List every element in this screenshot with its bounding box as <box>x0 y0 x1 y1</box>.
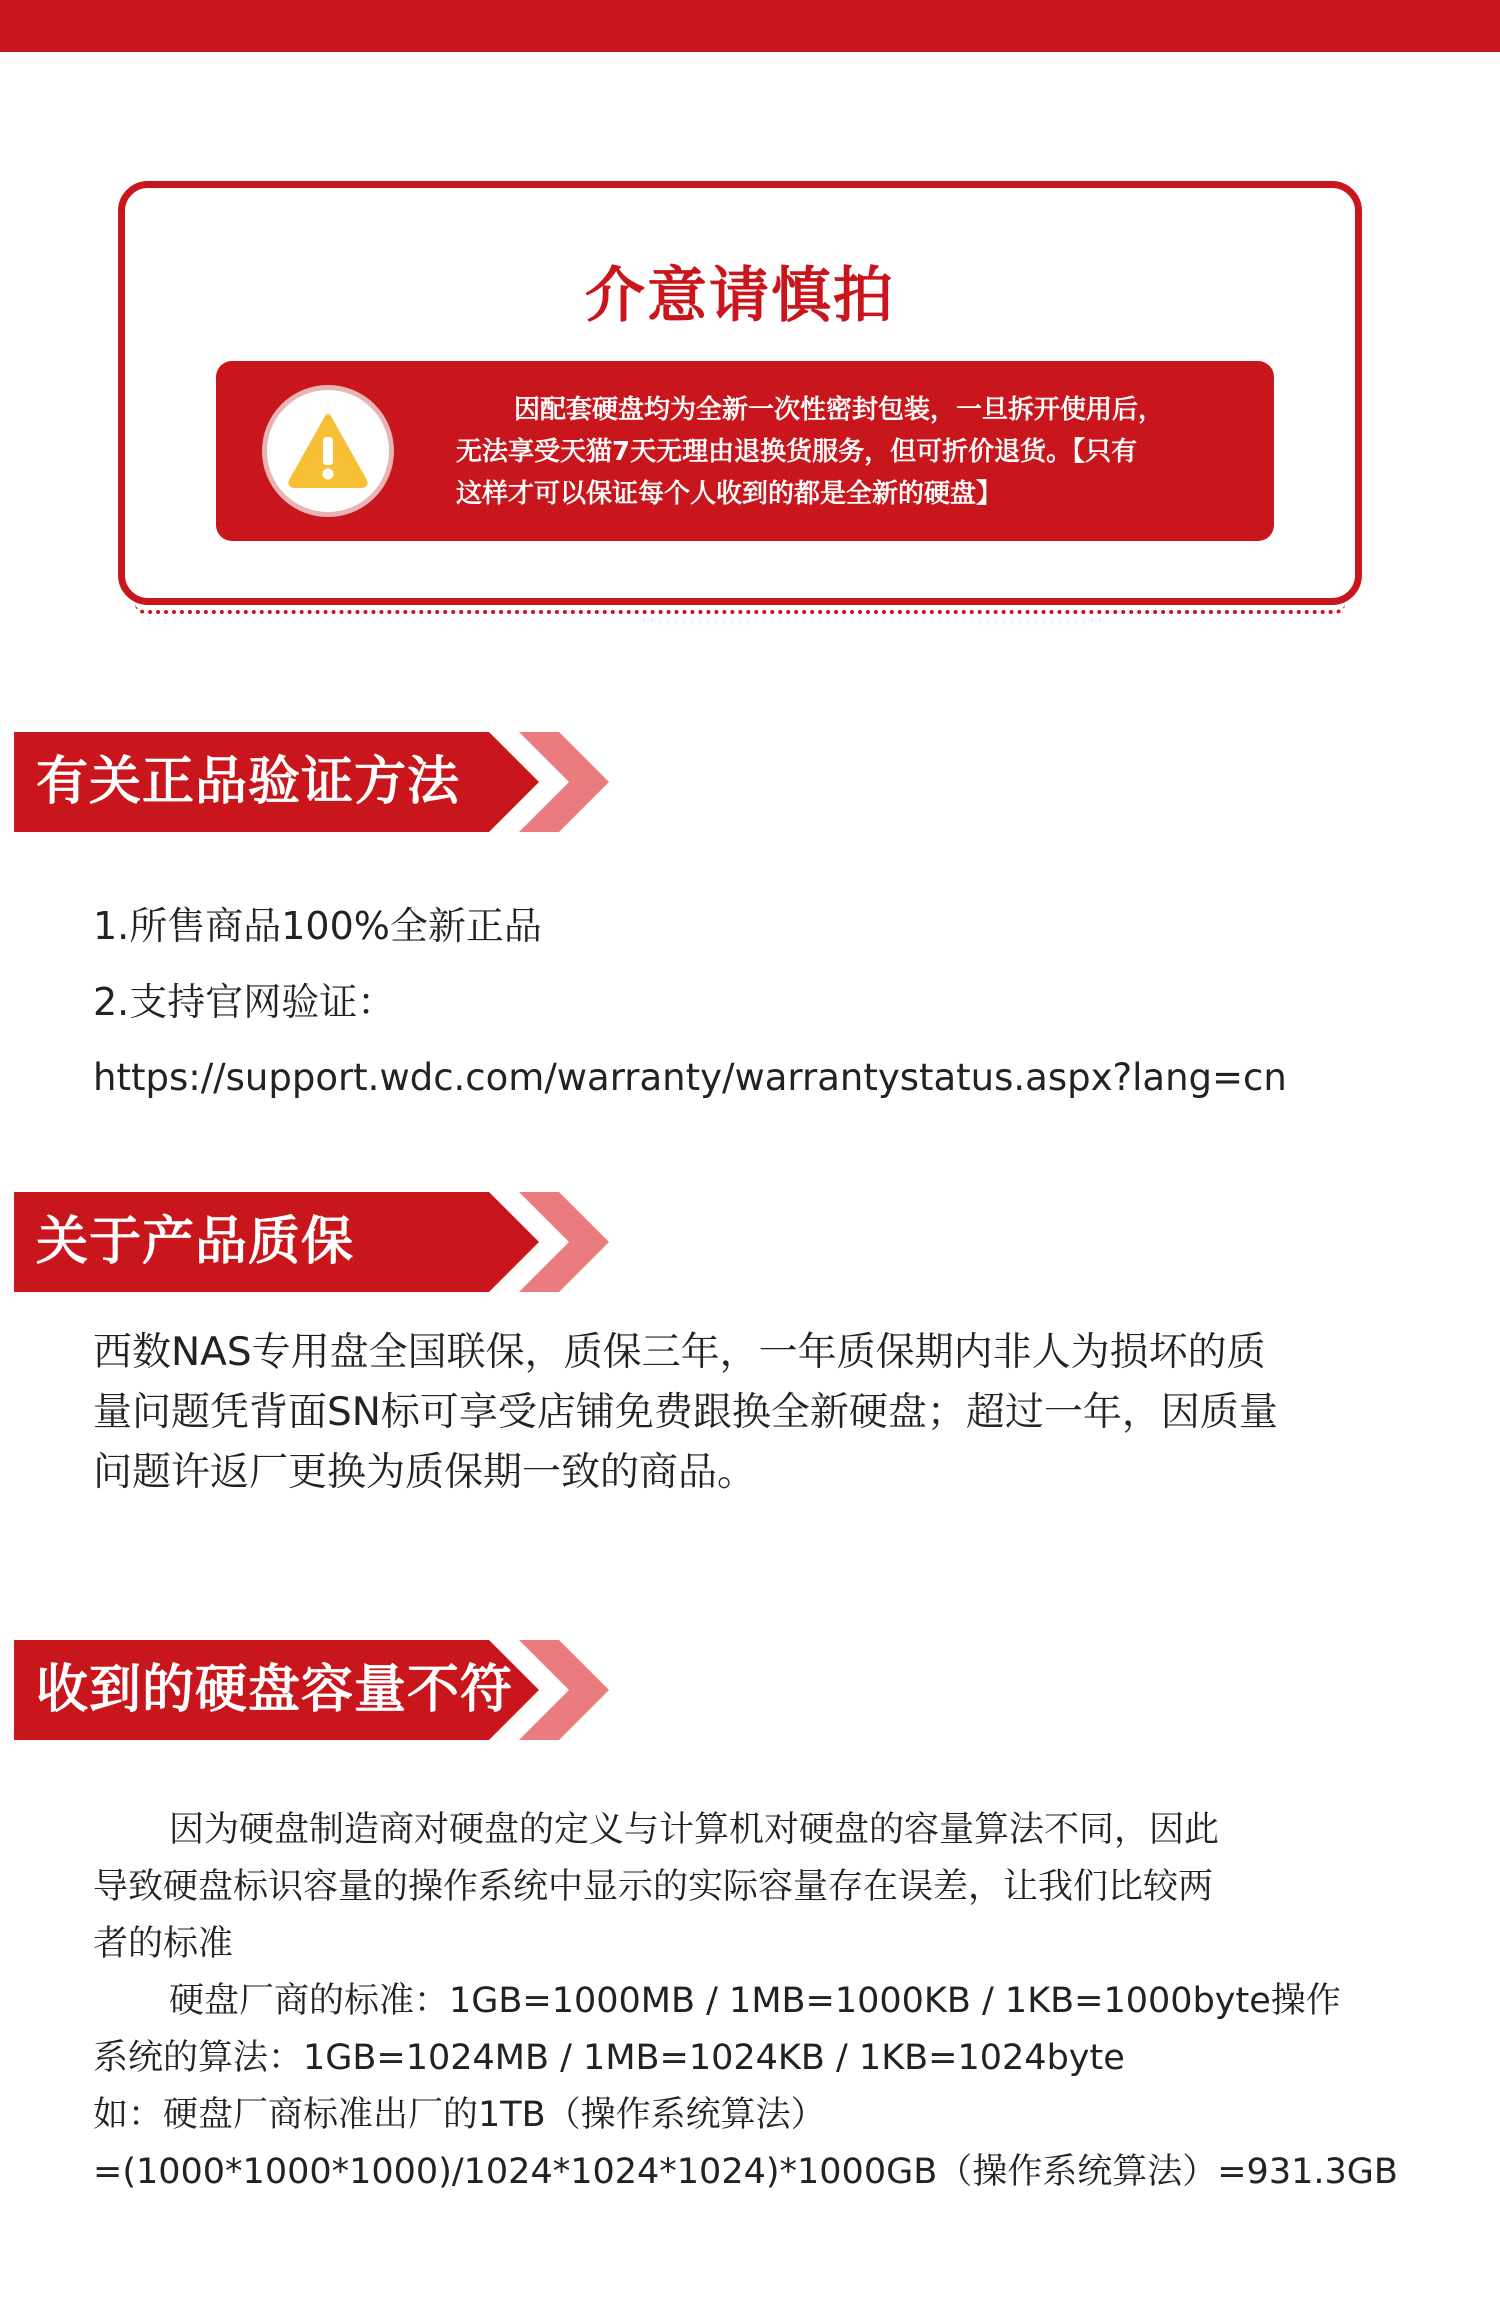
section-header-authenticity <box>14 732 664 832</box>
list-item: 1.所售商品100%全新正品 <box>93 904 542 948</box>
paragraph-line: 如：硬盘厂商标准出厂的1TB（操作系统算法） <box>93 2095 826 2135</box>
section-header-warranty <box>14 1192 664 1292</box>
warning-icon <box>288 411 368 491</box>
top-banner-bar <box>0 0 1500 52</box>
authenticity-content <box>93 888 1423 1116</box>
paragraph-line: 硬盘厂商的标准：1GB=1000MB / 1MB=1000KB / 1KB=1000byte操作 <box>169 1981 1341 2021</box>
notice-card <box>118 181 1362 605</box>
paragraph-line: 导致硬盘标识容量的操作系统中显示的实际容量存在误差，让我们比较两 <box>93 1867 1214 1907</box>
section-header-capacity <box>14 1640 664 1740</box>
notice-title: 介意请慎拍 <box>585 261 895 331</box>
warranty-content <box>93 1323 1423 1503</box>
notice-line: 因配套硬盘均为全新一次性密封包装，一旦拆开使用后， <box>514 395 1165 425</box>
notice-line: 这样才可以保证每个人收到的都是全新的硬盘】 <box>456 479 1003 509</box>
section-title: 有关正品验证方法 <box>36 752 461 812</box>
paragraph-line: =(1000*1000*1000)/1024*1024*1024)*1000GB（操作系统算法）=931.3GB <box>93 2152 1398 2192</box>
section-title: 收到的硬盘容量不符 <box>36 1660 514 1720</box>
paragraph-line: 系统的算法：1GB=1024MB / 1MB=1024KB / 1KB=1024byte <box>93 2038 1125 2078</box>
paragraph-line: 因为硬盘制造商对硬盘的定义与计算机对硬盘的容量算法不同，因此 <box>169 1810 1220 1850</box>
capacity-content <box>93 1802 1423 2201</box>
notice-line: 无法享受天猫7天无理由退换货服务，但可折价退货。【只有 <box>456 437 1138 467</box>
paragraph-line: 量问题凭背面SN标可享受店铺免费跟换全新硬盘；超过一年，因质量 <box>93 1390 1278 1435</box>
list-item: 2.支持官网验证： <box>93 980 396 1024</box>
paragraph-line: 者的标准 <box>93 1924 234 1964</box>
paragraph-line: 西数NAS专用盘全国联保，质保三年，一年质保期内非人为损坏的质 <box>93 1330 1266 1375</box>
notice-text <box>456 389 1246 515</box>
paragraph-line: 问题许返厂更换为质保期一致的商品。 <box>93 1450 757 1495</box>
section-title: 关于产品质保 <box>36 1212 355 1272</box>
verification-url: https://support.wdc.com/warranty/warrantystatus.aspx?lang=cn <box>93 1056 1287 1099</box>
notice-box <box>216 361 1274 541</box>
warning-icon-badge <box>262 385 394 517</box>
